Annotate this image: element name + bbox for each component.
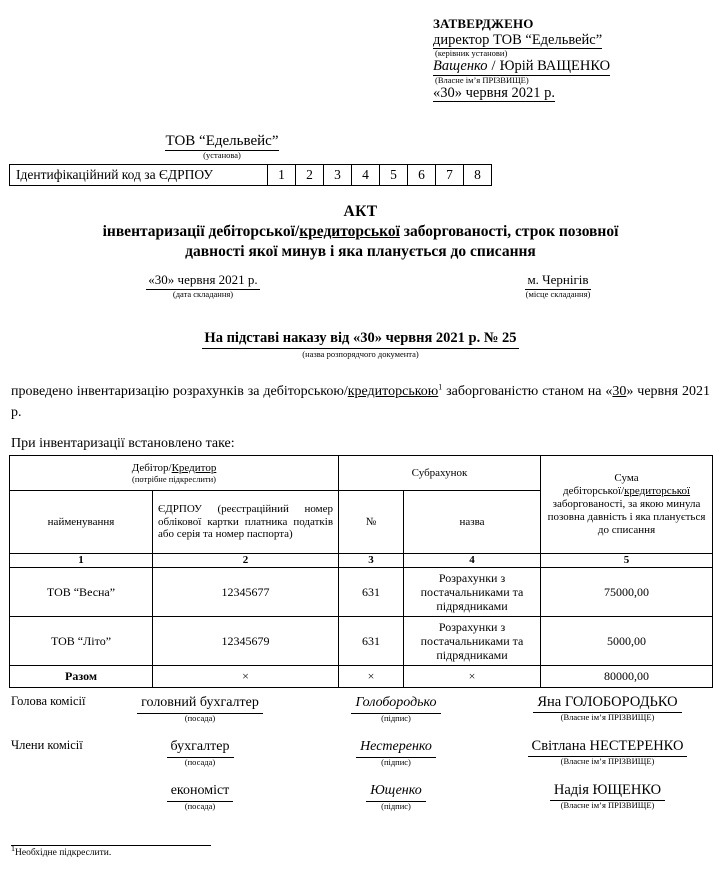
title-part-creditor: кредиторської [299,222,400,240]
signature-position-chair: головний бухгалтер [137,695,263,714]
header-sum-line1: Сума [614,472,639,485]
caption-position-member1: (посада) [184,756,216,767]
signature-sign-chair: Голобородько [351,695,440,714]
body-date-rest: » червня 2021 р. [11,384,710,420]
approval-name-line [433,58,713,76]
caption-name-member2: (Власне ім’я ПРІЗВИЩЕ) [560,800,655,811]
row-0-edrpou: 12345677 [153,567,339,616]
colnum-2: 2 [153,554,339,568]
page-title [24,202,697,261]
edrpou-digit-2: 2 [296,165,324,186]
header-subaccount: Субрахунок [339,456,541,491]
institution-name-line [12,132,432,151]
header-sum-credit: кредиторської [624,485,691,498]
total-x-2: × [339,665,404,687]
body-paragraph-inventory [11,381,710,423]
footnote-block [11,845,411,859]
row-0-name: ТОВ “Весна” [10,567,153,616]
edrpou-row [10,165,492,186]
body-part-creditor: кредиторською [347,384,439,399]
caption-sign-member1: (підпис) [381,756,411,767]
compilation-place-block [468,272,648,299]
caption-sign-chair: (підпис) [381,712,411,723]
signature-position-member2-col [110,782,290,811]
document-title-line1 [103,223,619,240]
header-debtor-part-b: Кредитор [171,462,217,475]
institution-caption: (установа) [203,150,241,160]
approval-heading: ЗАТВЕРДЖЕНО [433,16,534,31]
approval-director-value: директор ТОВ “Едельвейс” [433,31,603,48]
header-name: найменування [10,491,153,554]
signature-name-chair: Яна ГОЛОБОРОДЬКО [533,694,681,713]
caption-name-chair: (Власне ім’я ПРІЗВИЩЕ) [560,712,655,723]
document-title-line2: давності якої минув і яка планується до списання [185,242,536,260]
row-0-amount: 75000,00 [541,567,713,616]
signature-position-member1-col [110,738,290,767]
signature-name-member2-col [500,782,715,810]
compilation-date-block [108,272,298,299]
signature-sign-member2: Ющенко [366,783,426,802]
row-0-subaccount-no: 631 [339,567,404,616]
compilation-place-value: м. Чернігів [525,273,590,290]
footnote-text: Необхідне підкреслити. [15,848,112,858]
title-part-c: заборгованості, строк позовної [399,222,619,240]
approval-signature: Ващенко [433,58,488,75]
total-x-1: × [153,665,339,687]
signature-row-member-2 [0,782,721,826]
signature-block [0,694,721,826]
caption-sign-member2: (підпис) [381,800,411,811]
row-1-subaccount-name: Розрахунки з постачальниками та підрядниками [404,616,541,665]
compilation-date-value: «30» червня 2021 р. [146,273,259,290]
header-debtor-caption: (потрібне підкреслити) [132,474,216,485]
caption-position-chair: (посада) [184,712,216,723]
colnum-5: 5 [541,554,713,568]
header-sum-line2 [546,485,707,498]
table-total-row [10,665,713,687]
table-row [10,616,713,665]
header-edrpou: ЄДРПОУ (реєстраційний номер облікової картки платника податків або серія та номер паспорта) [153,491,339,554]
edrpou-label: Ідентифікаційний код за ЄДРПОУ [10,165,268,186]
header-debtor-creditor [10,456,339,491]
signature-row-chair [0,694,721,738]
approval-block [433,16,713,102]
row-1-subaccount-no: 631 [339,616,404,665]
colnum-3: 3 [339,554,404,568]
institution-name: ТОВ “Едельвейс” [165,133,279,149]
header-sum-debit: дебіторської/ [562,485,625,498]
signature-name-member1-col [500,738,715,766]
approval-name-caption: (Власне ім’я ПРІЗВИЩЕ) [435,74,529,85]
edrpou-digit-1: 1 [268,165,296,186]
edrpou-code-table [9,164,492,186]
signature-position-member1: бухгалтер [167,739,234,758]
total-amount: 80000,00 [541,665,713,687]
total-x-3: × [404,665,541,687]
edrpou-digit-4: 4 [352,165,380,186]
signature-name-member1: Світлана НЕСТЕРЕНКО [528,738,688,757]
signature-position-member2: економіст [167,783,234,802]
signature-position-chair-col [110,694,290,723]
table-column-numbers-row [10,554,713,568]
colnum-4: 4 [404,554,541,568]
body-date-open: « [605,384,613,399]
header-subaccount-number: № [339,491,404,554]
header-sum [541,456,713,554]
edrpou-digit-8: 8 [464,165,492,186]
edrpou-digit-7: 7 [436,165,464,186]
signature-sign-chair-col [316,694,476,723]
body-part-c: заборгованістю станом на [442,384,606,399]
signature-name-chair-col [500,694,715,722]
footnote-separator [11,845,211,846]
edrpou-digit-3: 3 [324,165,352,186]
date-place-row [0,272,721,302]
approval-date-value: «30» червня 2021 р. [433,84,556,101]
approval-full-name: Юрій ВАЩЕНКО [499,58,611,75]
row-1-amount: 5000,00 [541,616,713,665]
body-part-a: проведено інвентаризацію розрахунків за дебіторською/ [11,384,348,399]
approval-date-line [433,85,713,103]
table-header-group-row [10,456,713,491]
footnote-text-line [11,843,411,859]
colnum-1: 1 [10,554,153,568]
row-1-name: ТОВ “Літо” [10,616,153,665]
header-debtor-part-a: Дебітор/ [131,462,172,475]
edrpou-digit-5: 5 [380,165,408,186]
row-1-edrpou: 12345679 [153,616,339,665]
institution-block [12,132,432,160]
approval-director-caption: (керівник установи) [435,48,508,59]
body-paragraph-established: При інвентаризації встановлено таке: [11,436,235,451]
edrpou-digit-6: 6 [408,165,436,186]
document-type-label: АКТ [343,203,378,220]
basis-document-block [0,330,721,359]
row-0-subaccount-name: Розрахунки з постачальниками та підрядниками [404,567,541,616]
caption-position-member2: (посада) [184,800,216,811]
title-part-a: інвентаризації дебіторської/ [102,222,300,240]
table-row [10,567,713,616]
signature-row-member-1 [0,738,721,782]
basis-document-value: На підставі наказу від «30» червня 2021 р. № 25 [202,330,518,349]
header-subaccount-name: назва [404,491,541,554]
inventory-table [9,455,713,688]
approval-separator: / [491,58,496,75]
signature-name-member2: Надія ЮЩЕНКО [550,782,665,801]
body-date-day: 30 [612,384,627,399]
signature-sign-member2-col [316,782,476,811]
approval-director-line [433,32,713,50]
signature-sign-member1: Нестеренко [356,739,436,758]
signature-sign-member1-col [316,738,476,767]
footnote-marker-inline: 1 [438,382,443,392]
basis-document-caption: (назва розпорядчого документа) [302,349,419,360]
total-label: Разом [10,665,153,687]
approval-name-group [433,58,610,76]
signature-role-members: Члени комісії [11,738,83,752]
footnote-marker: 1 [11,843,15,853]
compilation-place-caption: (місце складання) [525,288,591,299]
header-sum-rest: заборгованості, за якою минула позовна давність і яка планується до списання [547,498,706,536]
signature-role-chair: Голова комісії [11,694,86,708]
compilation-date-caption: (дата складання) [172,288,234,299]
caption-name-member1: (Власне ім’я ПРІЗВИЩЕ) [560,756,655,767]
